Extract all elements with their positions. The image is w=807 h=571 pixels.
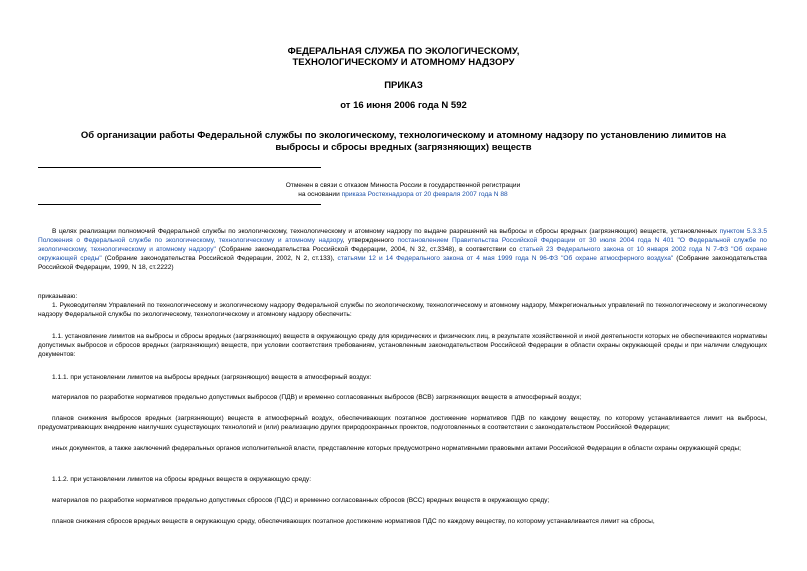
agency-name-line2: ТЕХНОЛОГИЧЕСКОМУ И АТОМНОМУ НАДЗОРУ [292,57,515,68]
preamble-text-1: В целях реализации полномочий Федеральной службы по экологическому, технологическому и атомному надзору по выдаче разрешений на выбросы и сбросы вредных (загрязняющих) веществ, установленных [52,228,720,235]
paragraph-air-other-docs: иных документов, а также заключений федеральных органов исполнительной власти, представление которых предусмотрено нормативными правовыми актами Российской Федерации в области охраны окружающей среды; [52,445,741,452]
repeal-note-prefix: на основании [298,191,342,198]
agency-name-line1: ФЕДЕРАЛЬНАЯ СЛУЖБА ПО ЭКОЛОГИЧЕСКОМУ, [287,46,520,57]
federal-law-96fz-link[interactable]: статьями 12 и 14 Федерального закона от 4 мая 1999 года N 96-ФЗ "Об охране атмосферного воздуха" [337,255,674,262]
government-decree-link[interactable]: постановлением Правительства Российской Федерации от 30 июля 2004 года N 401 "О Федеральной службе по экологическому, технологическому и атомному надзору" [38,237,767,253]
document-date-number: от 16 июня 2006 года N 592 [340,100,467,111]
document-type: ПРИКАЗ [384,80,423,91]
preamble-text-5: (Собрание законодательства Российской Федерации, 1999, N 18, ст.2222) [38,255,767,271]
preamble-text-4: (Собрание законодательства Российской Федерации, 2002, N 2, ст.133), [101,255,338,262]
paragraph-water-materials: материалов по разработке нормативов предельно допустимых сбросов (ПДС) и временно согласованных сбросов (ВСС) вредных веществ в окружающую среду; [52,497,550,504]
repeal-order-link[interactable]: приказа Ростехнадзора от 20 февраля 2007 года N 88 [341,191,508,198]
repeal-note-line1: Отменен в связи с отказом Минюста России в государственной регистрации [285,182,521,189]
federal-law-7fz-link[interactable]: статьей 23 Федерального закона от 10 января 2002 года N 7-ФЗ "Об охране окружающей среды" [38,246,767,262]
paragraph-1: 1. Руководителям Управлений по технологическому и экологическому надзору Федеральной службы по экологическому, технологическому и атомному надзору, Межрегиональных управлений по технологическому и экологическому надзору Федеральной службы по экологическому, технологическому и атомному надзору обеспечить: [38,302,767,318]
repeal-note-line2 [178,190,628,199]
repeal-note [178,181,628,199]
paragraph-1-1-2: 1.1.2. при установлении лимитов на сбросы вредных веществ в окружающую среду: [52,476,312,483]
paragraph-1-1-1: 1.1.1. при установлении лимитов на выбросы вредных (загрязняющих) веществ в атмосферный воздух: [52,374,372,381]
preamble-paragraph [38,227,767,272]
regulation-point-link[interactable]: пунктом 5.3.3.5 Положения о Федеральной службе по экологическому, технологическому и атомному надзору [38,228,767,244]
paragraph-air-materials: материалов по разработке нормативов предельно допустимых выбросов (ПДВ) и временно согласованных выбросов (ВСВ) загрязняющих веществ в атмосферный воздух; [52,394,582,401]
paragraph-air-plans: планов снижения выбросов вредных (загрязняющих) веществ в атмосферный воздух, обеспечивающих поэтапное достижение нормативов ПДВ по каждому веществу, по которому устанавливается лимит на выбросы, предусматривающих внедрение наилучших существующих технологий и (или) реализацию других природоохранных проектов, подготовленных в соответствии с законодательством Российской Федерации; [38,415,767,431]
preamble-text-2: , утвержденного [342,237,398,244]
paragraph-1-1: 1.1. установление лимитов на выбросы и сбросы вредных (загрязняющих) веществ в окружающую среду для юридических и физических лиц, в результате хозяйственной и иной деятельности которых не обеспечиваются нормативы допустимых выбросов и сбросов вредных (загрязняющих) веществ, при условии соответствия требованиям, установленным законодательством Российской Федерации в области охраны окружающей среды и при наличии следующих документов: [38,333,767,358]
divider-top [38,167,321,168]
order-word: приказываю: [38,293,78,300]
preamble-text-3: (Собрание законодательства Российской Федерации, 2004, N 32, ст.3348), в соответствии со [215,246,520,253]
document-title: Об организации работы Федеральной службы по экологическому, технологическому и атомному надзору по установлению лимитов на выбросы и сбросы вредных (загрязняющих) веществ [80,130,727,153]
paragraph-water-plans: планов снижения сбросов вредных веществ в окружающую среду, обеспечивающих поэтапное достижение нормативов ПДС по каждому веществу, по которому устанавливается лимит на сбросы, [52,518,655,525]
divider-bottom [38,204,321,205]
